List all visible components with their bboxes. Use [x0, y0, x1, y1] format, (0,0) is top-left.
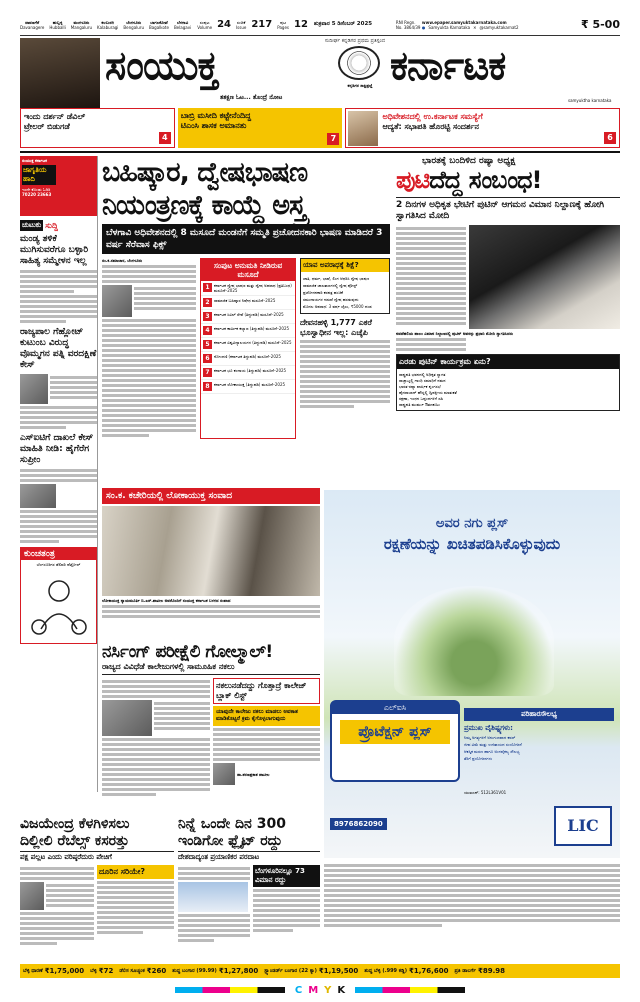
teaser-page-number: 4 — [159, 132, 171, 144]
lokayukta-section — [102, 488, 320, 638]
bill-item: 5 ಕರ್ನಾಟಕ ವಿಶ್ವವಿದ್ಯಾಲಯಗಳ (ತಿದ್ದುಪಡಿ) ಮಸೂದೆ–2025 — [201, 338, 295, 352]
facebook-icon[interactable]: ● — [421, 24, 426, 30]
rni-number: RNI Regn. No. 3864/39 — [395, 19, 421, 30]
edition-item: ಬಾಗಲಕೋಟೆ Bagalkote — [148, 19, 169, 30]
court-photo — [20, 484, 56, 508]
vijayendra-box: ದೂರಿನ ಸರಿಯೇ? — [97, 865, 174, 879]
nursing-quote: ಯಾವುದೇ ಕಾಲೇಜು ನಕಲು ಮಾಡಲು ಅವಕಾಶ ಮಾಡಿಕೊಟ್ಟರೆ ಕ್ರಮ ಕೈಗೊಳ್ಳಲಾಗುವುದು — [213, 706, 320, 726]
masthead-top-line: ಸುದೀರ್ಘ ಕನ್ನಡಿಗರ ಪ್ರಥಮ ಪ್ರತಿಸ್ಪಂದ — [324, 38, 386, 44]
cartoon-drawing — [21, 569, 97, 639]
emblem-caption: ಕನ್ನಡಿಗರ ಸಾಕ್ಷಿಪ್ರಜ್ಞೆ — [347, 83, 373, 88]
market-item: ಶುದ್ಧ ಬಂಗಾರ (99.99) ₹1,27,800 — [172, 967, 259, 975]
vijayendra-headline-2: ದಿಲ್ಲೀಲಿ ರೆಬೆಲ್ಸ್ ಕಸರತ್ತು — [20, 833, 130, 849]
promo-box[interactable]: ಸಂಯುಕ್ತ ಕರ್ನಾಟಕ ಜಾಗೃತಿಯ ಹಾದಿ ಇಂದೇ ಕೊಂಡು ಓದಿರಿ 70220 23663 — [20, 156, 97, 216]
brief-body — [20, 270, 97, 323]
emblem-icon — [338, 46, 380, 80]
nursing-story — [102, 642, 320, 812]
horatti-photo — [348, 111, 378, 146]
volume-value: 24 — [217, 19, 231, 30]
bill-item: 7 ಕರ್ನಾಟಕ ಭೂ ಕಂದಾಯ (ತಿದ್ದುಪಡಿ) ಮಸೂದೆ–2025 — [201, 366, 295, 380]
putin-points — [397, 369, 619, 410]
teaser-horatti[interactable]: ಅಧಿವೇಶನದಲ್ಲಿ ಉ.ಕರ್ನಾಟಕ ಸಮಸ್ಯೆಗೆ ಆದ್ಯತೆ: ಸಭಾಪತಿ ಹೊರಟ್ಟಿ ಸಂದರ್ಶನ 6 — [345, 108, 620, 148]
x-icon[interactable]: ✕ — [473, 24, 477, 30]
lokayukta-photo — [102, 506, 320, 596]
indigo-subhead: ದೇಶದಾದ್ಯಂತ ಪ್ರಯಾಣಿಕರ ಪರದಾಟ — [178, 851, 320, 862]
editions-list — [20, 20, 191, 30]
crime-point: ಸಮುದಾಯಗಳ ನಡುವೆ ದ್ವೇಷ ಹರಡುವುದು — [303, 297, 359, 302]
market-item: ಸ್ಟ್ಯಾಂಡರ್ಡ್ ಬಂಗಾರ (22 ಕ್ಯಾ) ₹1,19,500 — [264, 967, 359, 975]
nursing-headline: ನರ್ಸಿಂಗ್ ಪರೀಕ್ಷೆಲಿ ಗೋಲ್ಮಾಲ್! — [102, 642, 273, 662]
cmyk-letter: M — [308, 984, 319, 996]
exam-photo — [102, 700, 152, 736]
putin-subhead: 2 ದಿನಗಳ ಅಧಿಕೃತ ಭೇಟಿಗೆ ಪುಟಿನ್ ಆಗಮನ ವಿಮಾನ ನಿಲ್ದಾಣಕ್ಕೆ ಹೋಗಿ ಸ್ವಾಗತಿಸಿದ ಮೋದಿ — [396, 197, 620, 222]
family-photo — [394, 586, 554, 696]
brief-headline: ಎಸ್ಐಟಿಗೆ ದಾಖಲೆ ಕೇಸ್ ಮಾಹಿತಿ ನೀಡಿ: ಹೈಗೆರೆಗ ಸುಪ್ರೀಂ — [20, 433, 94, 465]
edition-item: ದಾವಣಗೆರೆ Davanagere — [20, 19, 45, 30]
bill-item: 1 ಕರ್ನಾಟಕ ದ್ವೇಷ ಭಾಷಣ ಮತ್ತು ದ್ವೇಷ ಅಪರಾಧ (ಪ್ರತಿಬಂಧ) ಮಸೂದೆ–2025 — [201, 281, 295, 296]
market-item: ಡೆಲಿಸ ಸೂಚ್ಯಂಕ ₹260 — [119, 967, 167, 975]
indigo-headline-1: ನಿನ್ನೆ ಒಂದೇ ದಿನ 300 — [178, 816, 286, 832]
market-item: ಪ್ರತಿ ಡಾಲರ್ಗೆ ₹89.98 — [454, 967, 505, 975]
crime-box: ಯಾವ ಅಪರಾಧಕ್ಕೆ ಶಿಕ್ಷೆ? ಜಾತಿ, ಧರ್ಮ, ಭಾಷೆ, ಲಿಂಗ ಆಧರಿಸಿ ದ್ವೇಷ ಭಾಷಣ ಸಾಮಾಜಿಕ ಜಾಲತಾಣಗಳಲ್ಲಿ ದ್ವೇಷ ಪೋಸ್ಟ್ ಪ್ರಚೋದನಕಾರಿ ಕರಪತ್ರ ಹಂಚಿಕೆ ಸಮುದಾಯಗಳ ನಡುವೆ ದ್ವೇಷ ಹರಡುವುದು ಮೊದಲ ಅಪರಾಧ: 3 ವರ್ಷ ಜೈಲು, ₹5000 ದಂಡ — [300, 258, 390, 314]
lic-advertisement[interactable] — [324, 490, 620, 858]
feature-item: ಆಕಸ್ಮಿಕ ಮರಣ ಹಾಗೂ ಅಂಗವೈಕಲ್ಯ ಸೌಲಭ್ಯ — [464, 749, 520, 754]
putin-headline: ಪುಟಿದೆದ್ದ ಸಂಬಂಧ! — [396, 166, 542, 194]
lokayukta-caption: ಲೋಕಾಯುಕ್ತ ನ್ಯಾಯಮೂರ್ತಿ ಬಿ.ಎಸ್.ಪಾಟೀಲ ಅವರೊಂದಿಗೆ ಸಂಯುಕ್ತ ಕರ್ನಾಟಕ ಬಳಗದ ಸಂವಾದ — [102, 598, 231, 603]
indigo-story — [178, 816, 320, 976]
teaser-darshan[interactable]: ಇಂದು ದರ್ಶನ್ ಡೆವಿಲ್ ಟ್ರೇಲರ್ ಬಿಡುಗಡೆ 4 — [20, 108, 175, 148]
lokayukta-strip: ಸಂ.ಕ. ಕಚೇರಿಯಲ್ಲಿ ಲೋಕಾಯುಕ್ತ ಸಂವಾದ — [102, 488, 320, 504]
market-ticker — [20, 964, 620, 978]
teaser-strip — [20, 108, 620, 150]
lead-headline-1: ಬಹಿಷ್ಕಾರ, ದ್ವೇಷಭಾಷಣ — [102, 157, 308, 188]
indigo-box: ಬೆಂಗಳೂರಿನಲ್ಲೂ 73 ವಿಮಾನ ರದ್ದು — [253, 865, 320, 887]
classified-strip — [324, 862, 620, 929]
market-item: ಬೆಳ್ಳಿ ಧಾರಣೆ ₹1,75,000 — [23, 967, 85, 975]
website-link[interactable]: www.epaper.samyuktakarnataka.com — [421, 19, 507, 25]
masthead-title-left: ಸಂಯುಕ್ತ — [105, 42, 218, 89]
masthead-title-right: ಕರ್ನಾಟಕ — [390, 42, 506, 89]
nursing-box-title: ನಕಲುನಡೆದದ್ದು ಗೊತ್ತಾದ್ರೆ ಕಾಲೇಜ್ ಬ್ಲಾಕ್ ಲಿಸ್ಟ್ — [216, 681, 307, 700]
program-point: ರಾಷ್ಟ್ರಪತಿ ಭವನದಲ್ಲಿ ಅಧಿಕೃತ ಸ್ವಾಗತ — [399, 372, 446, 377]
edition-item: ಬೆಳಗಾವಿ Belagavi — [173, 19, 192, 30]
edition-item: ಬೆಂಗಳೂರು Bengaluru — [123, 19, 144, 30]
ad-tag: ಅವರ ನಗು ಪ್ಲಸ್ — [435, 516, 509, 531]
crime-point: ಮೊದಲ ಅಪರಾಧ: 3 ವರ್ಷ ಜೈಲು, ₹5000 ದಂಡ — [303, 304, 372, 309]
putin-kicker: ಭಾರತಕ್ಕೆ ಬಂದಿಳಿದ ರಷ್ಯಾ ಅಧ್ಯಕ್ಷ — [422, 156, 516, 166]
vijayendra-subhead: ಪಕ್ಷ ಪಲ್ಲಟ ಎಂದು ವರಿಷ್ಠರೆದುರು ಪೇಚಿಗೆ — [20, 851, 174, 862]
cmyk-marks — [295, 985, 345, 996]
program-point: ರಕ್ಷಣಾ, ಇಂಧನ ಒಪ್ಪಂದಗಳಿಗೆ ಸಹಿ — [399, 396, 444, 401]
temple-headline: ದೇವನಹಳ್ಳಿ 1,777 ಎಕರೆ ಭೂಸ್ವಾಧೀನ ಇಲ್ಲ: ಎಚ್ಕೆಪಿ — [300, 318, 372, 337]
crime-list — [301, 272, 389, 313]
masthead-rule — [20, 151, 620, 153]
putin-caption: ನವದೆಹಲಿಯ ಪಾಲಂ ವಿಮಾನ ನಿಲ್ದಾಣದಲ್ಲಿ ಪುಟಿನ್ ಅವರನ್ನು ಪ್ರಧಾನಿ ಮೋದಿ ಸ್ವಾಗತಿಸಿದರು — [396, 331, 514, 336]
plan-badge: ಪರಿಹಾರಸೌಲಭ್ಯ — [464, 708, 614, 721]
issue-value: 217 — [251, 19, 273, 30]
cartoon-caption: ಬೆಂಗಳೂರಿಗರ ಡೆಲಿವರಿ ಪೆಟ್ರೋಲ್ — [36, 562, 81, 567]
brief-headline: ರಾಜ್ಯಪಾಲ ಗೆಹ್ಲೋಟ್ ಕುಟುಂಬ ವಿರುದ್ಧ ವೊಮ್ಮಗನ ಪತ್ನಿ ವರದಕ್ಷಿಣೆ ಕೇಸ್ — [20, 327, 97, 370]
bills-list — [201, 281, 295, 394]
putin-modi-photo — [469, 225, 620, 329]
program-point: ಹೈದರಾಬಾದ್ ಹೌಸ್ನಲ್ಲಿ ದ್ವಿಪಕ್ಷೀಯ ಮಾತುಕತೆ — [399, 390, 457, 395]
feature-item: ಜೀವ ವಿಮೆ ಮತ್ತು ಉಳಿತಾಯದ ಸಂಯೋಜನೆ — [464, 742, 522, 747]
volume-info: ಸಂಪುಟ Volume 24 ಸಂಚಿಕೆ Issue 217 ಪುಟ Pages 12 — [197, 19, 308, 30]
indigo-headline-2: ಇಂಡಿಗೋ ಫ್ಲೈಟ್ ರದ್ದು — [178, 833, 283, 849]
masthead-en-name: samyuktha karnataka — [568, 98, 612, 103]
market-item: ಬೆಳ್ಳಿ ₹72 — [90, 967, 114, 975]
crime-point: ಜಾತಿ, ಧರ್ಮ, ಭಾಷೆ, ಲಿಂಗ ಆಧರಿಸಿ ದ್ವೇಷ ಭಾಷಣ — [303, 276, 370, 281]
ad-phone[interactable]: 8976862090 — [330, 818, 387, 830]
price: ₹ 5-00 — [580, 18, 620, 31]
bills-box: ಸಂಪುಟ ಅನುಮತಿ ನೀಡಿರುವ ಮಸೂದೆ 1 ಕರ್ನಾಟಕ ದ್ವೇಷ ಭಾಷಣ ಮತ್ತು ದ್ವೇಷ ಅಪರಾಧ (ಪ್ರತಿಬಂಧ) ಮಸೂದೆ–2025 2 ಸಾಮಾಜಿಕ ಬಹಿಷ್ಕಾರ ನಿಷೇಧ ಮಸೂದೆ–2025 3 ಕರ್ನಾಟಕ ಸಿವಿಲ್ ಸೇವೆ (ತಿದ್ದುಪಡಿ) ಮಸೂದೆ–2025 4 ಕರ್ನಾಟಕ ಕಾರ್ಮಿಕ ಕಲ್ಯಾಣ (ತಿದ್ದುಪಡಿ) ಮಸೂದೆ–2025 5 ಕರ್ನಾಟಕ ವಿಶ್ವವಿದ್ಯಾಲಯಗಳ (ತಿದ್ದುಪಡಿ) ಮಸೂದೆ–2025 6 ನೋಂದಣಿ (ಕರ್ನಾಟಕ ತಿದ್ದುಪಡಿ) ಮಸೂದೆ–2025 7 ಕರ್ನಾಟಕ ಭೂ ಕಂದಾಯ (ತಿದ್ದುಪಡಿ) ಮಸೂದೆ–2025 8 ಕರ್ನಾಟಕ ಲೋಕಾಯುಕ್ತ (ತಿದ್ದುಪಡಿ) ಮಸೂದೆ–2025 — [200, 258, 296, 439]
program-point: ಭಾರತ-ರಷ್ಯಾ ವಾರ್ಷಿಕ ಶೃಂಗಸಭೆ — [399, 384, 441, 389]
top-info-bar: ದಾವಣಗೆರೆ Davanagere ಹುಬ್ಬಳ್ಳಿ Hubballi ಮಂಗಳೂರು Mangaluru ಕಲಬುರಗಿ Kalaburagi ಬೆಂಗಳೂರು Bengaluru ಬಾಗಲಕೋಟೆ Bagalkote ಬೆಳಗಾವಿ Belagavi ಸಂಪುಟ Volume 24 ಸಂಚಿಕೆ Issue 217 ಪುಟ Pages 12 ಶುಕ್ರವಾರ 5 ಡಿಸೆಂಬರ್ 2025 RNI Regn. No. 3864/39 www.epaper.samyuktakarnataka.com ● Samyukta Karnataka ✕ @samyuktakarnat2 ₹ 5-00 — [20, 14, 620, 36]
crime-point: ಪ್ರಚೋದನಕಾರಿ ಕರಪತ್ರ ಹಂಚಿಕೆ — [303, 290, 343, 295]
lic-logo: LIC — [554, 806, 612, 846]
woman-photo — [20, 374, 48, 404]
bill-item: 6 ನೋಂದಣಿ (ಕರ್ನಾಟಕ ತಿದ್ದುಪಡಿ) ಮಸೂದೆ–2025 — [201, 352, 295, 366]
crime-point: ಸಾಮಾಜಿಕ ಜಾಲತಾಣಗಳಲ್ಲಿ ದ್ವೇಷ ಪೋಸ್ಟ್ — [303, 283, 358, 288]
quote-author: ಡಾ.ಶರಣಪ್ರಕಾಶ ಪಾಟೀಲ — [237, 771, 270, 777]
putin-program-box: ಎರಡು ಪುಟಿನ್ ಕಾರ್ಯಕ್ರಮ ಏನು? ರಾಷ್ಟ್ರಪತಿ ಭವನದಲ್ಲಿ ಅಧಿಕೃತ ಸ್ವಾಗತ ರಾಜ್ಘಾಟ್ನಲ್ಲಿ ಗಾಂಧಿ ಸಮಾಧಿಗೆ ನಮನ ಭಾರತ-ರಷ್ಯಾ ವಾರ್ಷಿಕ ಶೃಂಗಸಭೆ ಹೈದರಾಬಾದ್ ಹೌಸ್ನಲ್ಲಿ ದ್ವಿಪಕ್ಷೀಯ ಮಾತುಕತೆ ರಕ್ಷಣಾ, ಇಂಧನ ಒಪ್ಪಂದಗಳಿಗೆ ಸಹಿ ರಾಷ್ಟ್ರಪತಿ ಮುರ್ಮು ಔತಣಕೂಟ — [396, 354, 620, 411]
bill-item: 8 ಕರ್ನಾಟಕ ಲೋಕಾಯುಕ್ತ (ತಿದ್ದುಪಡಿ) ಮಸೂದೆ–2025 — [201, 380, 295, 394]
cmyk-letter: Y — [324, 984, 332, 996]
putin-story — [396, 156, 620, 486]
vijayendra-story — [20, 816, 174, 976]
nursing-subhead: ರಾಜ್ಯದ ವಿವಿಧೆಡೆ ಕಾಲೇಜುಗಳಲ್ಲಿ ಸಾಮೂಹಿಕ ನಕಲು — [102, 662, 320, 675]
features-list — [464, 735, 614, 761]
plan-uin: ಯುಐಎನ್: 512L361V01 — [464, 790, 507, 795]
masthead-tagline: ತತಕ್ಷಣ ಓಟ... ತೊಂದ್ರೆ ನೋಟ — [220, 94, 283, 101]
pages-value: 12 — [294, 19, 308, 30]
teaser-tmc[interactable]: ಬಾಬ್ರಿ ಮಸೀದಿ ಕಟ್ಟೇನೆಂದಿದ್ದ ಟಿಎಂಸಿ ಶಾಸಕ ಅಮಾನತು 7 — [178, 108, 343, 148]
edition-item: ಹುಬ್ಬಳ್ಳಿ Hubballi — [49, 19, 66, 30]
ad-line: ರಕ್ಷಣೆಯನ್ನು ಖಚಿತಪಡಿಸಿಕೊಳ್ಳುವುದು — [383, 535, 561, 553]
edition-item: ಮಂಗಳೂರು Mangaluru — [70, 19, 93, 30]
teaser-page-number: 7 — [327, 133, 339, 145]
bill-item: 2 ಸಾಮಾಜಿಕ ಬಹಿಷ್ಕಾರ ನಿಷೇಧ ಮಸೂದೆ–2025 — [201, 296, 295, 310]
program-point: ರಾಷ್ಟ್ರಪತಿ ಮುರ್ಮು ಔತಣಕೂಟ — [399, 402, 440, 407]
lead-subhead: ಬೆಳಗಾವಿ ಅಧಿವೇಶನದಲ್ಲಿ 8 ಮಸೂದೆ ಮಂಡನೆಗೆ ಸಮ್ಮತಿ ಪ್ರಚೋದನಕಾರಿ ಭಾಷಣ ಮಾಡಿದರೆ 3 ವರ್ಷ ಸೆರೆವಾಸ ಫಿಕ್ಸ್ — [102, 224, 390, 254]
bill-item: 3 ಕರ್ನಾಟಕ ಸಿವಿಲ್ ಸೇವೆ (ತಿದ್ದುಪಡಿ) ಮಸೂದೆ–2025 — [201, 310, 295, 324]
teaser-page-number: 6 — [604, 132, 616, 144]
lead-headline-2: ನಿಯಂತ್ರಣಕ್ಕೆ ಕಾಯ್ದೆ ಅಸ್ತ್ರ — [102, 190, 306, 221]
cmyk-footer — [0, 982, 640, 998]
politician-photo — [20, 882, 44, 910]
masthead — [20, 38, 620, 108]
minister-photo — [213, 763, 235, 785]
market-item: ಶುದ್ಧ ಬೆಳ್ಳಿ (.999 ಕಡ್ಡಿ) ₹1,76,600 — [364, 967, 449, 975]
volume-label: ಸಂಪುಟ — [199, 19, 210, 25]
minister-photo — [102, 285, 132, 317]
cmyk-letter: C — [294, 984, 303, 996]
cmyk-letter: K — [337, 984, 346, 996]
feature-item: ತೆರಿಗೆ ಪ್ರಯೋಜನಗಳು — [464, 756, 493, 761]
product-name: ಪ್ರೊಟೆಕ್ಷನ್ ಪ್ಲಸ್ — [340, 720, 450, 744]
program-point: ರಾಜ್ಘಾಟ್ನಲ್ಲಿ ಗಾಂಧಿ ಸಮಾಧಿಗೆ ನಮನ — [399, 378, 446, 383]
issue-date: ಶುಕ್ರವಾರ 5 ಡಿಸೆಂಬರ್ 2025 — [313, 21, 373, 27]
edition-item: ಕಲಬುರಗಿ Kalaburagi — [97, 19, 119, 30]
aircraft-photo — [178, 882, 248, 912]
byline: ಸಂ.ಕ.ಸಮಾಚಾರ, ಬೆಂಗಳೂರು — [102, 258, 143, 263]
bill-item: 4 ಕರ್ನಾಟಕ ಕಾರ್ಮಿಕ ಕಲ್ಯಾಣ (ತಿದ್ದುಪಡಿ) ಮಸೂದೆ–2025 — [201, 324, 295, 338]
lead-story — [102, 156, 390, 486]
features-title: ಪ್ರಮುಖ ವೈಶಿಷ್ಟ್ಯಗಳು: — [464, 724, 513, 732]
actor-photo — [20, 38, 100, 108]
brief-headline: ಮಂಡ್ಯ ತಳಿಕೆ ಮುಗಿಸುವರೆಗೂ ಬಳ್ಳಾರಿ ಸಾಹಿತ್ಯ ಸಮ್ಮೇಳನ ಇಲ್ಲ — [20, 234, 89, 266]
product-badge: ಎಲ್ಐಸಿ ಪ್ರೊಟೆಕ್ಷನ್ ಪ್ಲಸ್ — [330, 700, 460, 782]
vijayendra-headline-1: ವಿಜಯೇಂದ್ರ ಕೆಳಗಿಳಿಸಲು — [20, 816, 130, 832]
left-column — [20, 156, 98, 792]
feature-item: ನಿಮ್ಮ ಅಗತ್ಯಗಳಿಗೆ ಅನುಗುಣವಾದ ಕವರ್ — [464, 735, 516, 740]
cartoon-box: ಕುಂಚತಂತ್ರ ಬೆಂಗಳೂರಿಗರ ಡೆಲಿವರಿ ಪೆಟ್ರೋಲ್ — [20, 547, 97, 644]
chutuku-header: ಚುಟುಕು ಸುದ್ದಿ — [22, 220, 58, 230]
